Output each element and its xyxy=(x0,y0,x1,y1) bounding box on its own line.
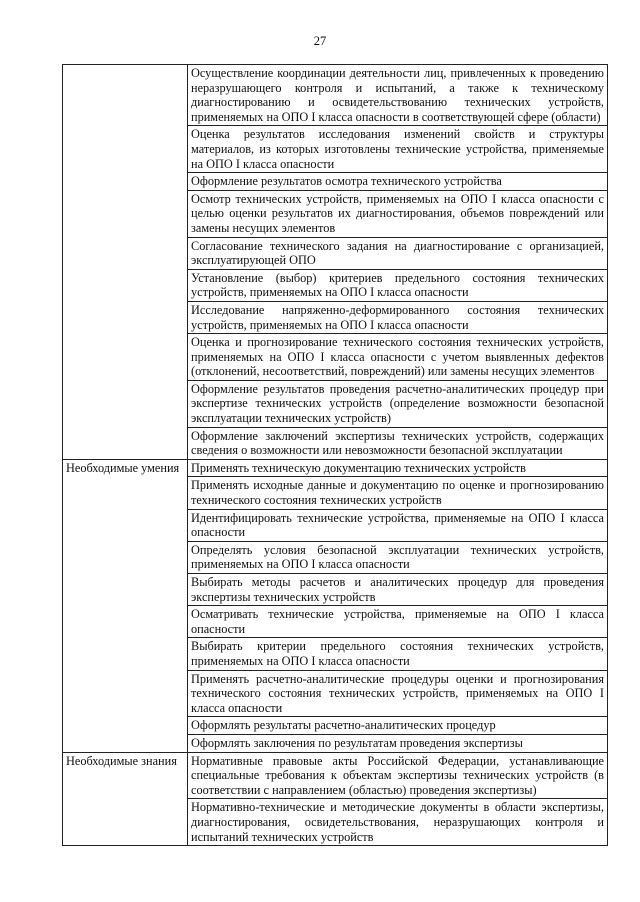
requirement-item: Оформление результатов осмотра технического устройства xyxy=(188,173,608,191)
requirement-item: Осматривать технические устройства, применяемые на ОПО I класса опасности xyxy=(188,606,608,638)
requirement-item: Выбирать методы расчетов и аналитических процедур для проведения экспертизы технических устройств xyxy=(188,574,608,606)
requirement-item: Оценка результатов исследования изменений свойств и структуры материалов, из которых изготовлены технические устройства, применяемые на ОПО I класса опасности xyxy=(188,126,608,173)
table-body xyxy=(63,65,608,846)
requirement-item: Исследование напряженно-деформированного состояния технических устройств, применяемых на ОПО I класса опасности xyxy=(188,301,608,333)
requirement-item: Осмотр технических устройств, применяемых на ОПО I класса опасности с целью оценки результатов их диагностирования, объемов повреждений или замены несущих элементов xyxy=(188,190,608,237)
requirement-item: Применять исходные данные и документацию по оценке и прогнозированию технического состояния технических устройств xyxy=(188,477,608,509)
section-label: Необходимые знания xyxy=(63,752,188,846)
section-label: Необходимые умения xyxy=(63,459,188,752)
requirement-item: Применять расчетно-аналитические процедуры оценки и прогнозирования технического состояния технических устройств, применяемых на ОПО I класса опасности xyxy=(188,670,608,717)
requirement-item: Оформление результатов проведения расчетно-аналитических процедур при экспертизе технических устройств (определение возможности безопасной эксплуатации технических устройств) xyxy=(188,380,608,427)
table-row xyxy=(63,459,608,477)
requirement-item: Нормативные правовые акты Российской Федерации, устанавливающие специальные требования к объектам экспертизы технических устройств (в соответствии с направлением (областью) проведения экспертизы) xyxy=(188,752,608,799)
table-row xyxy=(63,65,608,126)
requirement-item: Осуществление координации деятельности лиц, привлеченных к проведению неразрушающего контроля и испытаний, а также к техническому диагностированию и освидетельствованию технических устройств, применяемых на ОПО I класса опасности в соответствующей сфере (области) xyxy=(188,65,608,126)
requirement-item: Выбирать критерии предельного состояния технических устройств, применяемых на ОПО I класса опасности xyxy=(188,638,608,670)
requirement-item: Идентифицировать технические устройства, применяемые на ОПО I класса опасности xyxy=(188,509,608,541)
requirement-item: Оформлять результаты расчетно-аналитических процедур xyxy=(188,717,608,735)
requirement-item: Оценка и прогнозирование технического состояния технических устройств, применяемых на ОПО I класса опасности с учетом выявленных дефектов (отклонений, несоответствий, повреждений) или замены несущих элементов xyxy=(188,334,608,381)
requirement-item: Применять техническую документацию технических устройств xyxy=(188,459,608,477)
requirement-item: Согласование технического задания на диагностирование с организацией, эксплуатирующей ОПО xyxy=(188,237,608,269)
requirement-item: Определять условия безопасной эксплуатации технических устройств, применяемых на ОПО I класса опасности xyxy=(188,541,608,573)
table-row xyxy=(63,752,608,799)
section-label xyxy=(63,65,188,460)
requirements-table xyxy=(62,64,608,846)
requirement-item: Установление (выбор) критериев предельного состояния технических устройств, применяемых на ОПО I класса опасности xyxy=(188,269,608,301)
page-number: 27 xyxy=(313,34,327,48)
requirement-item: Нормативно-технические и методические документы в области экспертизы, диагностирования, освидетельствования, неразрушающих контроля и испытаний технических устройств xyxy=(188,799,608,846)
requirement-item: Оформление заключений экспертизы технических устройств, содержащих сведения о возможности или невозможности безопасной эксплуатации xyxy=(188,427,608,459)
requirement-item: Оформлять заключения по результатам проведения экспертизы xyxy=(188,734,608,752)
